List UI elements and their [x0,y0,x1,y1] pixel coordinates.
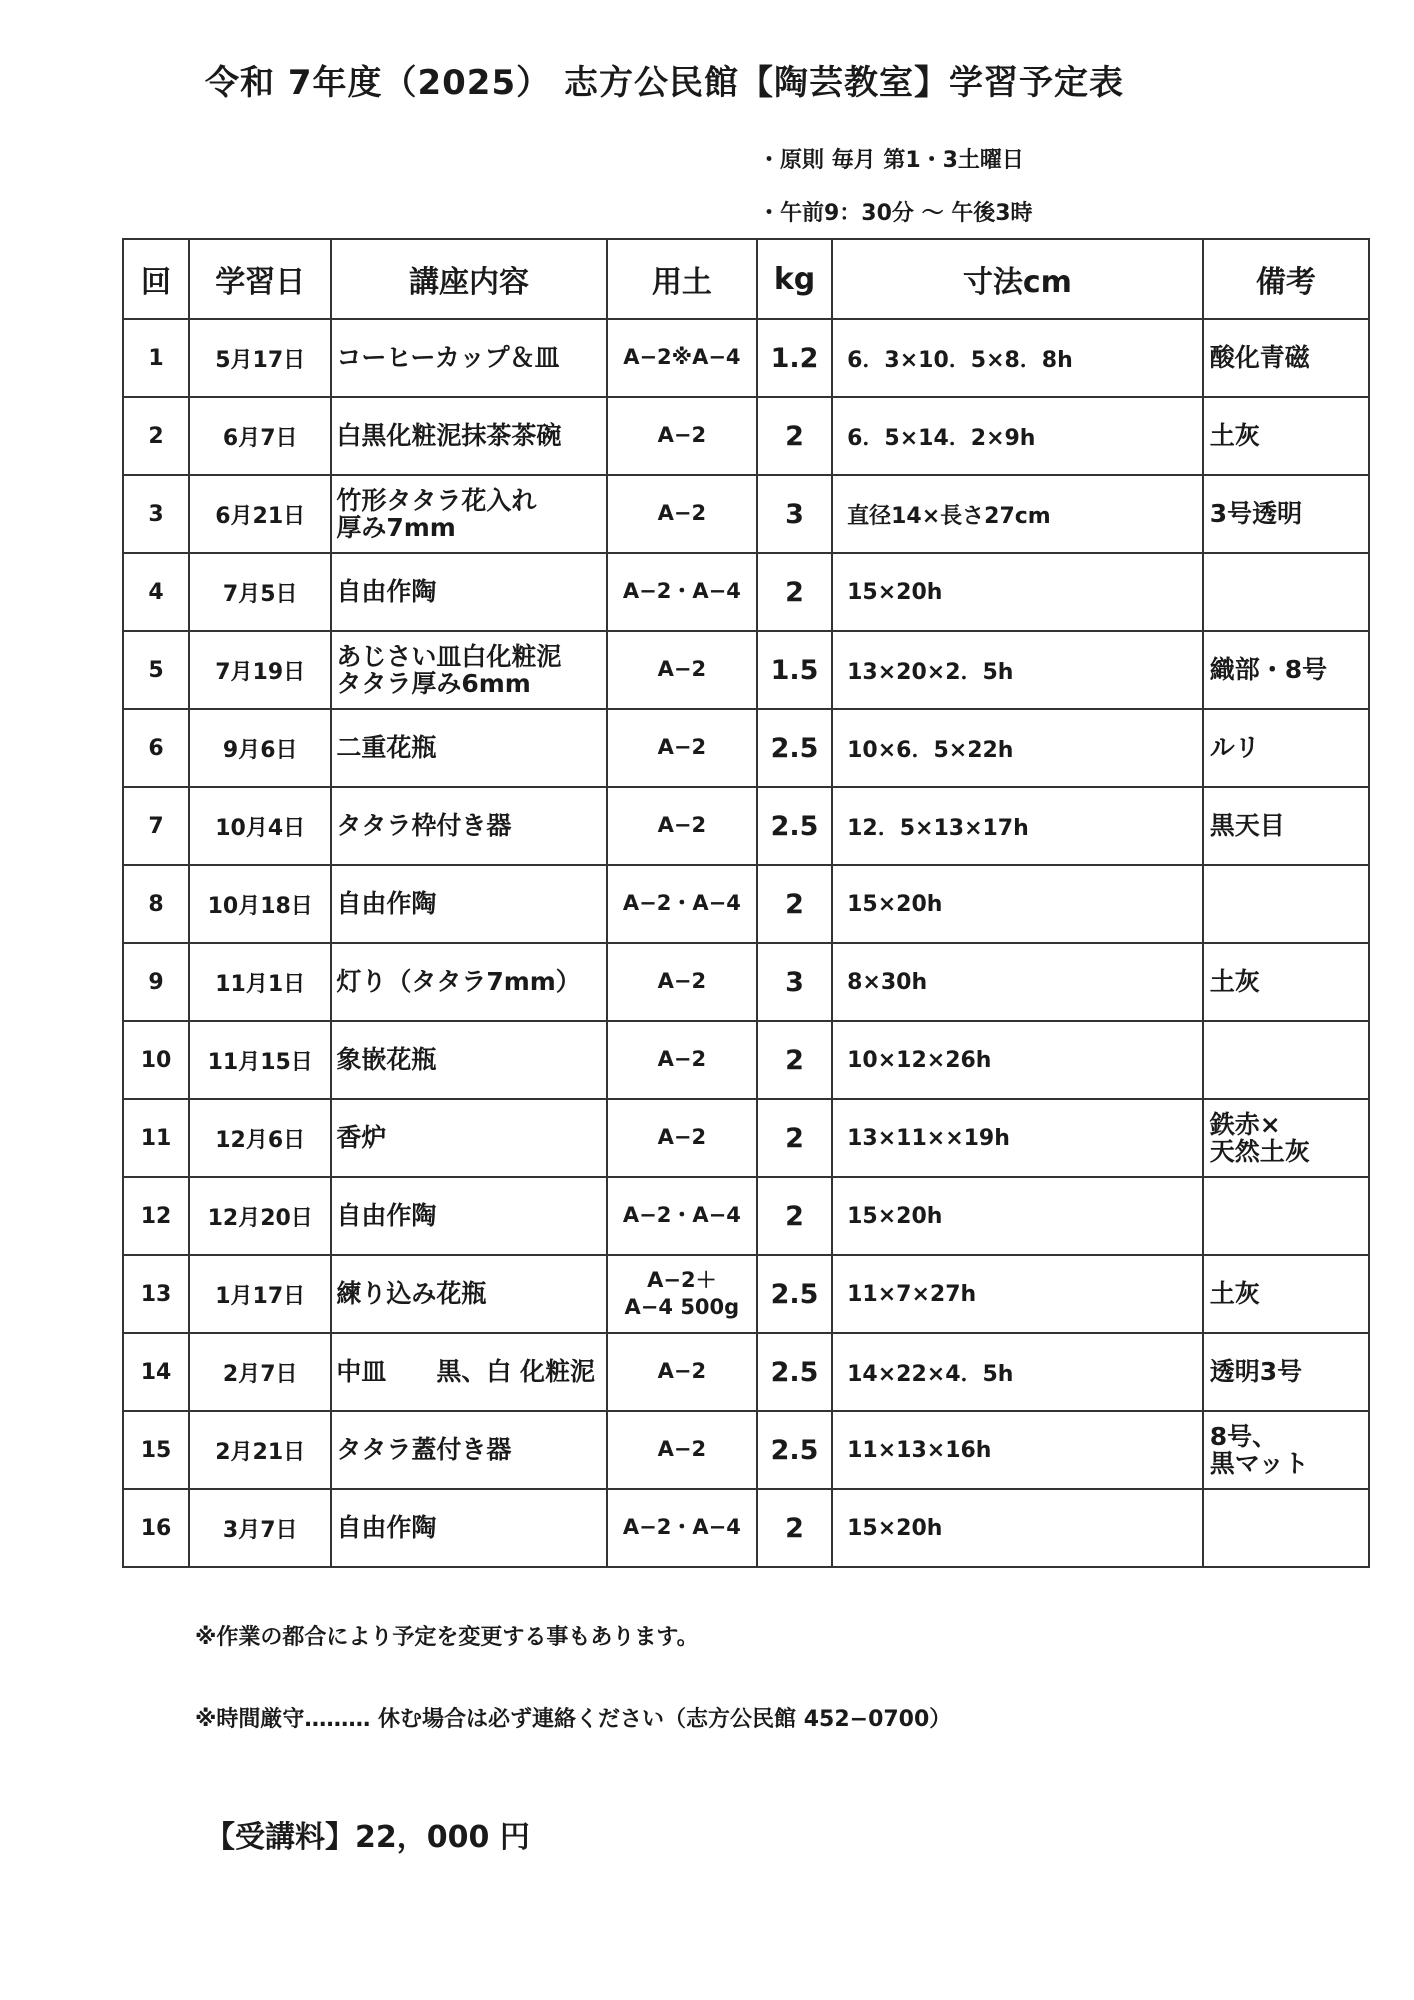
header-kg: kg [757,239,832,319]
clay-cell: A−2 [607,787,757,865]
clay-cell: A−2 [607,1099,757,1177]
kg-cell: 2.5 [757,1333,832,1411]
round-cell: 15 [123,1411,189,1489]
clay-cell: A−2・A−4 [607,1177,757,1255]
date-cell: 2月7日 [189,1333,331,1411]
dimensions-cell: 直径14×長さ27cm [832,475,1203,553]
table-row [123,709,1369,787]
remarks-cell: 透明3号 [1203,1333,1369,1411]
table-row [123,631,1369,709]
clay-cell: A−2 [607,631,757,709]
round-cell: 9 [123,943,189,1021]
fee [205,1812,530,1856]
fee-label: 【受講料】 [205,1820,355,1855]
table-row [123,397,1369,475]
round-cell: 4 [123,553,189,631]
date-cell: 6月7日 [189,397,331,475]
clay-cell: A−2 [607,1021,757,1099]
content-cell: 中皿 黒、白 化粧泥 [331,1333,606,1411]
content-cell: 竹形タタラ花入れ 厚み7mm [331,475,606,553]
kg-cell: 2 [757,397,832,475]
date-cell: 10月4日 [189,787,331,865]
dimensions-cell: 13×20×2．5h [832,631,1203,709]
round-cell: 1 [123,319,189,397]
remarks-cell [1203,1489,1369,1567]
date-cell: 12月20日 [189,1177,331,1255]
header-content: 講座内容 [331,239,606,319]
table-row [123,1255,1369,1333]
kg-cell: 2.5 [757,787,832,865]
fee-amount: 22，000 円 [355,1820,530,1855]
content-cell: 香炉 [331,1099,606,1177]
remarks-cell: 酸化青磁 [1203,319,1369,397]
table-row [123,319,1369,397]
date-cell: 7月19日 [189,631,331,709]
header-dimensions: 寸法cm [832,239,1203,319]
date-cell: 12月6日 [189,1099,331,1177]
remarks-cell: 3号透明 [1203,475,1369,553]
date-cell: 11月1日 [189,943,331,1021]
header-clay: 用土 [607,239,757,319]
remarks-cell [1203,1177,1369,1255]
round-cell: 13 [123,1255,189,1333]
clay-cell: A−2・A−4 [607,865,757,943]
remarks-cell: 鉄赤× 天然土灰 [1203,1099,1369,1177]
content-cell: タタラ蓋付き器 [331,1411,606,1489]
round-cell: 3 [123,475,189,553]
remarks-cell: 土灰 [1203,397,1369,475]
table-row [123,1099,1369,1177]
round-cell: 6 [123,709,189,787]
kg-cell: 2.5 [757,1411,832,1489]
kg-cell: 2 [757,865,832,943]
remarks-cell: 土灰 [1203,1255,1369,1333]
clay-cell: A−2・A−4 [607,553,757,631]
dimensions-cell: 10×12×26h [832,1021,1203,1099]
kg-cell: 3 [757,943,832,1021]
round-cell: 7 [123,787,189,865]
dimensions-cell: 12．5×13×17h [832,787,1203,865]
content-cell: 白黒化粧泥抹茶茶碗 [331,397,606,475]
kg-cell: 2 [757,1099,832,1177]
date-cell: 2月21日 [189,1411,331,1489]
kg-cell: 1.5 [757,631,832,709]
clay-cell: A−2 [607,1333,757,1411]
kg-cell: 2.5 [757,1255,832,1333]
table-row [123,1021,1369,1099]
content-cell: 自由作陶 [331,1177,606,1255]
content-cell: 灯り（タタラ7mm） [331,943,606,1021]
dimensions-cell: 15×20h [832,865,1203,943]
remarks-cell: 黒天目 [1203,787,1369,865]
table-row [123,1489,1369,1567]
round-cell: 14 [123,1333,189,1411]
dimensions-cell: 11×13×16h [832,1411,1203,1489]
table-row [123,553,1369,631]
remarks-cell: 8号、 黒マット [1203,1411,1369,1489]
round-cell: 8 [123,865,189,943]
remarks-cell: 織部・8号 [1203,631,1369,709]
content-cell: コーヒーカップ＆皿 [331,319,606,397]
clay-cell: A−2 [607,475,757,553]
date-cell: 3月7日 [189,1489,331,1567]
header-remarks: 備考 [1203,239,1369,319]
dimensions-cell: 15×20h [832,553,1203,631]
clay-cell: A−2 [607,709,757,787]
table-row [123,943,1369,1021]
kg-cell: 2 [757,1489,832,1567]
clay-cell: A−2＋ A−4 500g [607,1255,757,1333]
table-header-row [123,239,1369,319]
table-row [123,475,1369,553]
round-cell: 12 [123,1177,189,1255]
dimensions-cell: 8×30h [832,943,1203,1021]
round-cell: 10 [123,1021,189,1099]
header-date: 学習日 [189,239,331,319]
round-cell: 11 [123,1099,189,1177]
clay-cell: A−2・A−4 [607,1489,757,1567]
remarks-cell [1203,553,1369,631]
remarks-cell [1203,1021,1369,1099]
date-cell: 1月17日 [189,1255,331,1333]
dimensions-cell: 13×11××19h [832,1099,1203,1177]
table-row [123,1333,1369,1411]
kg-cell: 2.5 [757,709,832,787]
schedule-table [122,238,1370,1568]
clay-cell: A−2※A−4 [607,319,757,397]
table-row [123,865,1369,943]
clay-cell: A−2 [607,397,757,475]
content-cell: 象嵌花瓶 [331,1021,606,1099]
clay-cell: A−2 [607,943,757,1021]
content-cell: 二重花瓶 [331,709,606,787]
remarks-cell [1203,865,1369,943]
page-title: 令和 7年度（2025） 志方公民館【陶芸教室】学習予定表 [205,63,1124,103]
table-body [123,319,1369,1567]
dimensions-cell: 10×6．5×22h [832,709,1203,787]
kg-cell: 2 [757,553,832,631]
header-round: 回 [123,239,189,319]
kg-cell: 3 [757,475,832,553]
date-cell: 5月17日 [189,319,331,397]
content-cell: 自由作陶 [331,865,606,943]
round-cell: 5 [123,631,189,709]
kg-cell: 1.2 [757,319,832,397]
kg-cell: 2 [757,1177,832,1255]
kg-cell: 2 [757,1021,832,1099]
table-row [123,1411,1369,1489]
remarks-cell: ルリ [1203,709,1369,787]
content-cell: 自由作陶 [331,1489,606,1567]
table-row [123,787,1369,865]
date-cell: 11月15日 [189,1021,331,1099]
schedule-rule-note: ・原則 毎月 第1・3土曜日 [758,148,1024,173]
remarks-cell: 土灰 [1203,943,1369,1021]
dimensions-cell: 11×7×27h [832,1255,1203,1333]
content-cell: タタラ枠付き器 [331,787,606,865]
dimensions-cell: 6．5×14．2×9h [832,397,1203,475]
dimensions-cell: 15×20h [832,1177,1203,1255]
round-cell: 2 [123,397,189,475]
date-cell: 7月5日 [189,553,331,631]
round-cell: 16 [123,1489,189,1567]
date-cell: 6月21日 [189,475,331,553]
clay-cell: A−2 [607,1411,757,1489]
date-cell: 10月18日 [189,865,331,943]
schedule-time-note: ・午前9：30分 ～ 午後3時 [758,201,1033,226]
date-cell: 9月6日 [189,709,331,787]
content-cell: 自由作陶 [331,553,606,631]
dimensions-cell: 15×20h [832,1489,1203,1567]
content-cell: 練り込み花瓶 [331,1255,606,1333]
schedule-change-note: ※作業の都合により予定を変更する事もあります。 [195,1625,699,1650]
table-row [123,1177,1369,1255]
dimensions-cell: 14×22×4．5h [832,1333,1203,1411]
contact-note: ※時間厳守……… 休む場合は必ず連絡ください（志方公民館 452−0700） [195,1707,952,1732]
dimensions-cell: 6．3×10．5×8．8h [832,319,1203,397]
content-cell: あじさい皿白化粧泥 タタラ厚み6mm [331,631,606,709]
